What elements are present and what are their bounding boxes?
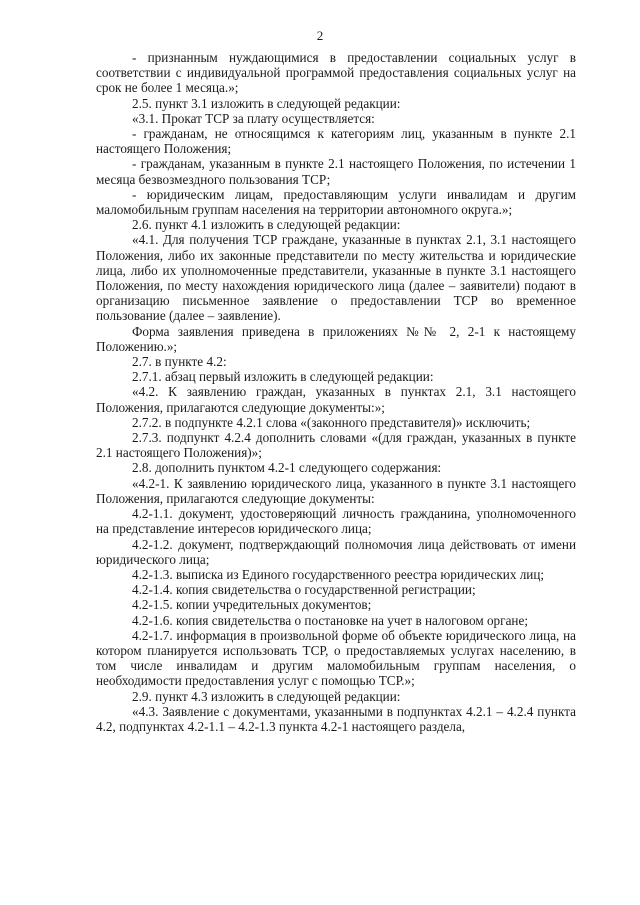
paragraph: - гражданам, указанным в пункте 2.1 настоящего Положения, по истечении 1 месяца безвозмездного пользования ТСР; [96,156,576,187]
paragraph: «4.3. Заявление с документами, указанными в подпунктах 4.2.1 – 4.2.4 пункта 4.2, подпунктах 4.2-1.1 – 4.2-1.3 пункта 4.2-1 настоящего раздела, [96,703,576,734]
paragraph: «4.1. Для получения ТСР граждане, указанные в пунктах 2.1, 3.1 настоящего Положения, либо их законные представители по месту жительства и юридические лица, либо их уполномоченные представители, указанные в пункте 3.1 настоящего Положения, по месту нахождения юридического лица (далее – заявители) подают в организацию письменное заявление о предоставлении ТСР во временное пользование (далее – заявление). [96,232,576,324]
paragraph: 2.8. дополнить пунктом 4.2-1 следующего содержания: [132,460,442,476]
paragraph: 2.7.3. подпункт 4.2.4 дополнить словами «(для граждан, указанных в пункте 2.1 настоящего Положения)»; [96,430,576,461]
paragraph: 4.2-1.2. документ, подтверждающий полномочия лица действовать от имени юридического лица; [96,536,576,567]
paragraph: 2.7.2. в подпункте 4.2.1 слова «(законного представителя)» исключить; [132,414,531,430]
paragraph: 2.9. пункт 4.3 изложить в следующей редакции: [132,688,401,704]
paragraph: 4.2-1.3. выписка из Единого государственного реестра юридических лиц; [132,566,545,582]
paragraph: «4.2. К заявлению граждан, указанных в пунктах 2.1, 3.1 настоящего Положения, прилагаются следующие документы:»; [96,384,576,415]
paragraph: «3.1. Прокат ТСР за плату осуществляется: [132,110,375,126]
paragraph: 2.7. в пункте 4.2: [132,354,227,370]
paragraph: 4.2-1.6. копия свидетельства о постановке на учет в налоговом органе; [132,612,528,628]
document-body [96,50,576,734]
paragraph: - признанным нуждающимися в предоставлении социальных услуг в соответствии с индивидуальной программой предоставления социальных услуг на срок не более 1 месяца.»; [96,50,576,96]
paragraph: - юридическим лицам, предоставляющим услуги инвалидам и другим маломобильным группам населения на территории автономного округа.»; [96,186,576,218]
paragraph: Форма заявления приведена в приложениях №№ 2, 2-1 к настоящему Положению.»; [96,323,576,354]
paragraph: 4.2-1.5. копии учредительных документов; [132,597,372,613]
paragraph: 2.5. пункт 3.1 изложить в следующей редакции: [132,95,401,111]
paragraph: 2.7.1. абзац первый изложить в следующей редакции: [132,369,434,385]
paragraph: 2.6. пункт 4.1 изложить в следующей редакции: [132,217,401,233]
paragraph: - гражданам, не относящимся к категориям лиц, указанным в пункте 2.1 настоящего Положения; [96,126,576,157]
paragraph: «4.2-1. К заявлению юридического лица, указанного в пункте 3.1 настоящего Положения, прилагаются следующие документы: [96,475,576,506]
page-number: 2 [316,28,324,43]
paragraph: 4.2-1.7. информация в произвольной форме об объекте юридического лица, на котором планируется использовать ТСР, о предоставляемых услугах населению, в том числе инвалидам и другим маломобильным группам населения, о необходимости предоставления услуг с помощью ТСР.»; [96,627,576,689]
paragraph: 4.2-1.1. документ, удостоверяющий личность гражданина, уполномоченного на представление интересов юридического лица; [96,506,576,537]
paragraph: 4.2-1.4. копия свидетельства о государственной регистрации; [132,582,476,598]
